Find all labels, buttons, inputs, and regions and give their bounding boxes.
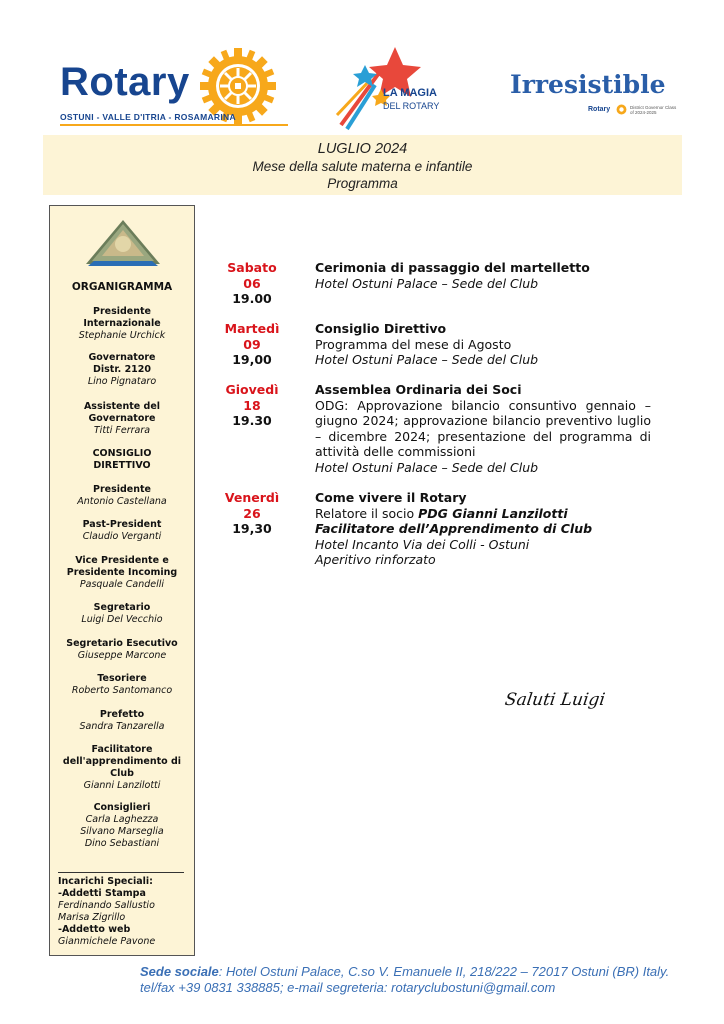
event-day: Giovedì xyxy=(225,382,279,397)
event-body-4 xyxy=(315,490,651,568)
sidebar-name: Luigi Del Vecchio xyxy=(81,614,163,625)
program-label: Programma xyxy=(327,176,398,191)
sidebar-special-roles xyxy=(58,876,192,948)
sidebar-entry-presidente-internazionale xyxy=(50,306,194,342)
special-stampa-role: -Addetti Stampa xyxy=(58,888,146,899)
footer-contacts: tel/fax +39 0831 338885; e-mail segreteria: rotaryclubostuni@gmail.com xyxy=(140,980,556,995)
event-time: 19.00 xyxy=(232,291,272,306)
title-band xyxy=(43,135,682,195)
event-date-2 xyxy=(222,321,282,368)
irresistible-wordmark: Irresistible xyxy=(510,70,666,99)
magia-del-rotary-logo xyxy=(335,45,475,135)
sidebar-role: Past-President xyxy=(82,519,162,530)
speaker-role: Facilitatore dell’Apprendimento di Club xyxy=(315,521,593,536)
sidebar-name: Roberto Santomanco xyxy=(71,685,173,696)
footer xyxy=(140,964,700,996)
sidebar-consiglio-direttivo xyxy=(50,448,194,472)
sidebar-entry-assistente-governatore xyxy=(50,401,194,437)
event-location: Hotel Incanto Via dei Colli - Ostuni xyxy=(315,536,530,552)
footer-line-1 xyxy=(140,964,700,980)
event-date-number: 06 xyxy=(243,275,261,291)
sidebar-name: Titti Ferrara xyxy=(93,425,151,436)
sidebar-role: Segretario xyxy=(93,602,151,613)
sidebar-entry-tesoriere xyxy=(50,673,194,697)
sidebar-name: Giuseppe Marcone xyxy=(77,650,167,661)
sidebar-role: Facilitatore dell'apprendimento di Club xyxy=(62,744,182,779)
event-location: Hotel Ostuni Palace – Sede del Club xyxy=(315,352,539,367)
small-rotary-wheel-icon xyxy=(616,104,627,115)
event-body-1 xyxy=(315,260,651,291)
rotary-wordmark: Rotary xyxy=(60,60,190,104)
signature: Saluti Luigi xyxy=(503,690,607,710)
event-date-number: 18 xyxy=(243,397,261,413)
sidebar-entry-segretario xyxy=(50,602,194,626)
sidebar-section-heading: CONSIGLIO DIRETTIVO xyxy=(92,448,152,471)
sidebar-name: Carla Laghezza xyxy=(85,814,159,825)
event-title: Cerimonia di passaggio del martelletto xyxy=(315,260,590,275)
event-location: Hotel Ostuni Palace – Sede del Club xyxy=(315,275,539,291)
event-date-3 xyxy=(222,382,282,429)
event-body-2 xyxy=(315,321,651,368)
sidebar-entry-past-president xyxy=(50,519,194,543)
event-title: Assemblea Ordinaria dei Soci xyxy=(315,382,522,397)
speaker-prefix: Relatore il socio xyxy=(315,505,419,521)
event-date-4 xyxy=(222,490,282,537)
sidebar-role: Presidente xyxy=(93,484,151,495)
event-location: Hotel Ostuni Palace – Sede del Club xyxy=(315,459,539,475)
rotary-club-logo xyxy=(60,48,290,128)
organigram-sidebar xyxy=(49,205,195,956)
event-day: Martedì xyxy=(224,321,280,336)
page-title: LUGLIO 2024 xyxy=(317,141,408,157)
event-day: Sabato xyxy=(227,260,277,275)
speaker-name: PDG Gianni Lanzilotti xyxy=(418,505,568,521)
special-web-name: Gianmichele Pavone xyxy=(58,936,156,947)
sidebar-role: Assistente del Governatore xyxy=(83,401,161,424)
sidebar-role: Consiglieri xyxy=(93,802,151,813)
sidebar-name: Pasquale Candelli xyxy=(79,579,165,590)
special-stampa-name: Ferdinando Sallustio xyxy=(58,900,155,911)
event-detail: Programma del mese di Agosto xyxy=(315,336,512,352)
special-web-role: -Addetto web xyxy=(58,924,131,935)
sidebar-name: Claudio Verganti xyxy=(82,531,162,542)
sidebar-name: Gianni Lanzilotti xyxy=(83,780,161,791)
sidebar-entry-governatore xyxy=(50,352,194,388)
sidebar-entry-presidente xyxy=(50,484,194,508)
sidebar-name: Antonio Castellana xyxy=(77,496,167,507)
sidebar-entry-segretario-esecutivo xyxy=(50,638,194,662)
sidebar-name: Lino Pignataro xyxy=(87,376,157,387)
sidebar-name: Dino Sebastiani xyxy=(84,838,160,849)
irresistible-caption: District Governor Class of 2024-2025 xyxy=(630,105,677,115)
event-title: Come vivere il Rotary xyxy=(315,490,467,505)
footer-address: : Hotel Ostuni Palace, C.so V. Emanuele II, 218/222 – 72017 Ostuni (BR) Italy. xyxy=(218,964,670,979)
sidebar-entry-consiglieri xyxy=(50,802,194,850)
club-emblem-icon xyxy=(82,216,164,268)
sidebar-role: Governatore Distr. 2120 xyxy=(88,352,156,375)
special-stampa-name: Marisa Zigrillo xyxy=(58,912,126,923)
sidebar-role: Segretario Esecutivo xyxy=(66,638,178,649)
sidebar-entry-facilitatore xyxy=(50,744,194,792)
sidebar-name: Stephanie Urchick xyxy=(78,330,166,341)
event-detail: ODG: Approvazione bilancio consuntivo gennaio – giugno 2024; approvazione bilancio preventivo luglio – dicembre 2024; presentazione del programma di attività delle commissioni xyxy=(315,397,651,459)
sidebar-divider xyxy=(58,872,184,873)
sidebar-name: Sandra Tanzarella xyxy=(79,721,165,732)
irresistible-logo xyxy=(510,70,680,120)
sidebar-name: Silvano Marseglia xyxy=(80,826,164,837)
sidebar-entry-vice-presidente xyxy=(50,555,194,591)
event-time: 19.30 xyxy=(232,413,272,428)
page-subtitle: Mese della salute materna e infantile xyxy=(252,159,473,174)
event-time: 19,00 xyxy=(232,352,272,367)
event-time: 19,30 xyxy=(232,521,272,536)
sidebar-role: Vice Presidente e Presidente Incoming xyxy=(66,555,178,578)
event-body-3 xyxy=(315,382,651,475)
sidebar-role: Tesoriere xyxy=(97,673,147,684)
event-date-1 xyxy=(222,260,282,307)
sidebar-role: Presidente Internazionale xyxy=(83,306,161,329)
sidebar-role: Prefetto xyxy=(99,709,145,720)
special-heading: Incarichi Speciali: xyxy=(58,876,153,887)
magia-subtitle: DEL ROTARY xyxy=(383,101,440,111)
event-extra: Aperitivo rinforzato xyxy=(315,552,436,567)
magia-title: LA MAGIA xyxy=(383,87,437,99)
event-date-number: 09 xyxy=(243,336,261,352)
organigram-heading: ORGANIGRAMMA xyxy=(71,281,173,293)
footer-label: Sede sociale xyxy=(140,964,219,979)
event-speaker-line xyxy=(315,506,651,522)
event-title: Consiglio Direttivo xyxy=(315,321,447,336)
sidebar-entry-prefetto xyxy=(50,709,194,733)
event-date-number: 26 xyxy=(243,505,261,521)
rotary-club-name: OSTUNI - VALLE D'ITRIA - ROSAMARINA xyxy=(60,112,236,122)
event-day: Venerdì xyxy=(224,490,280,505)
irresistible-rotary-label: Rotary xyxy=(588,106,611,113)
rotary-underline xyxy=(60,124,288,126)
